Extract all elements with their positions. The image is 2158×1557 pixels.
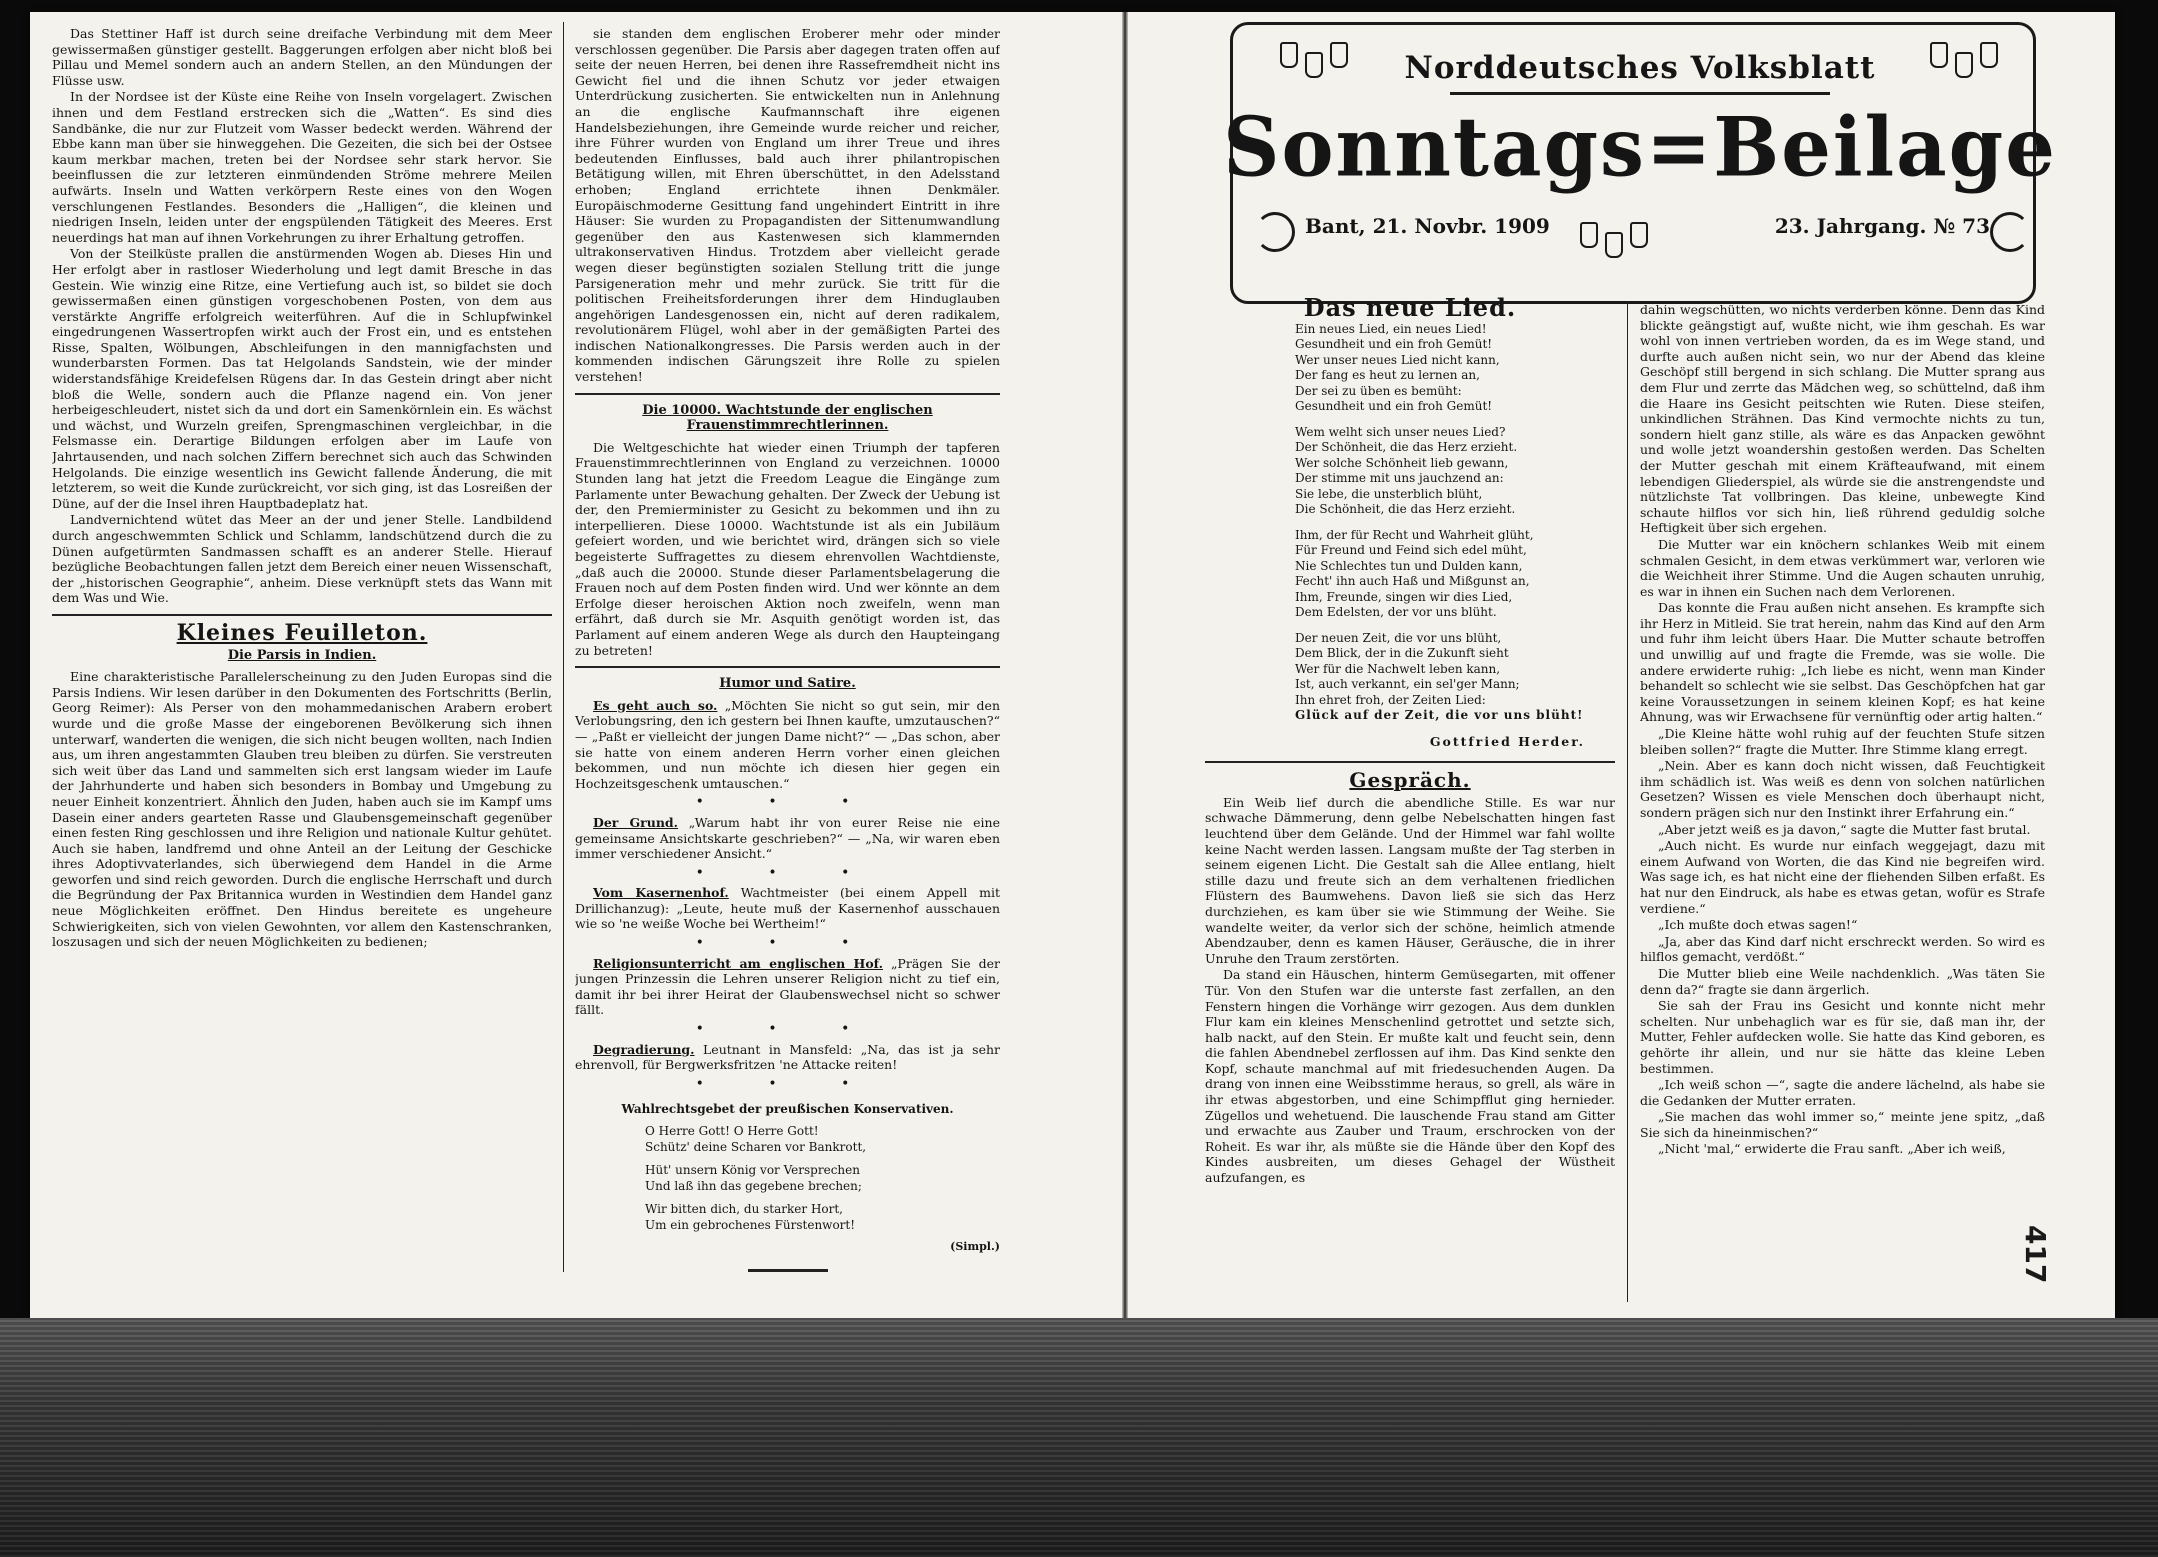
poem-line: Um ein gebrochenes Fürstenwort! (645, 1217, 856, 1232)
swirl-ornament-icon (1255, 212, 1295, 252)
poem-line: Hüt' unsern König vor Versprechen (645, 1163, 860, 1177)
feuilleton-title: Kleines Feuilleton. (176, 619, 428, 646)
poem-line: Ein neues Lied, ein neues Lied! (1295, 321, 1487, 336)
paragraph: Die Mutter war ein knöchern schlankes Weib mit einem schmalen Gesicht, in dem etwas verkümmert war, verloren wie die Weichheit ihrer Stimme. Und die Augen schauten unruhig, es war in ihnen ein Suchen nach dem Verlorenen. (1640, 536, 2045, 599)
poem-line: Dem Edelsten, der vor uns blüht. (1295, 605, 1497, 620)
gebet-source: (Simpl.) (950, 1240, 1000, 1253)
paragraph: Von der Steilküste prallen die anstürmenden Wogen ab. Dieses Hin und Her erfolgt aber in rastloser Wiederholung und legt damit Bresche in das Gestein. Wie winzig eine Ritze, eine Vertiefung auch ist, so bildet sie doch gewissermaßen einen günstigen vorgeschobenen Posten, von dem aus verstärkte Angriffe erfolgreich weiterführen. Auf die in Schlupfwinkel eingedrungenen Wassertropfen wirkt auch der Frost ein, und es entstehen Risse, Spalten, Wölbungen, Abschleifungen in den mannigfachsten und wunderbarsten Formen. Das tat Helgolands Sandstein, wie der minder widerstandsfähige Kreidefelsen Rügens dar. In das Gestein dringt aber nicht bloß die Welle, sondern auch die Pflanze nagend ein. Von jener herbeigeschleudert, nistet sich da und dort ein Samenkörnlein ein. Es wächst und wächst, und Wurzeln greifen, Sprengmaschinen vergleichbar, in die Felsmasse ein. Derartige Bildungen erfolgen aber im Laufe von Jahrtausenden, und nach solchen Ziffern berechnet sich auch das Schwinden Helgolands. Die einzige wesentlich ins Gewicht fallende Änderung, die mit letzterem, so weit die Kunde zurückreicht, vor sich ging, ist das Losreißen der Düne, auf der die Insel ihren Hauptbadeplatz hat. (52, 246, 552, 511)
poem-line: Nie Schlechtes tun und Dulden kann, (1295, 558, 1523, 573)
humor-head: Der Grund. (593, 814, 679, 830)
stanza (1295, 322, 1615, 415)
paragraph: „Ich weiß schon —“, sagte die andere lächelnd, als habe sie die Gedanken der Mutter erraten. (1640, 1077, 2045, 1108)
column-1 (52, 26, 552, 1316)
stanza (1295, 528, 1615, 621)
paragraph: „Ich mußte doch etwas sagen!“ (1658, 917, 1858, 933)
paragraph: „Nein. Aber es kann doch nicht wissen, daß Feuchtigkeit ihm schädlich ist. Was weiß es denn von solchen natürlichen Gesetzen? Wissen es viele Menschen doch überhaupt nicht, sondern prägen sich nur den Instinkt ihrer Erfahrung ein.“ (1640, 758, 2045, 820)
lantern-ornament-icon (1580, 222, 1598, 248)
column-4 (1640, 302, 2045, 1320)
dot-separator: • • • (695, 935, 880, 952)
paragraph: Sie sah der Frau ins Gesicht und konnte nicht mehr schelten. Nur unbehaglich war es für sie, daß man ihr, der Mutter, Fehler aufdecken wolle. Sie hatte das Kind geboren, es gehörte ihr allein, und nur sie hätte das kleine Leben bestimmen. (1640, 998, 2045, 1076)
paragraph: Das Stettiner Haff ist durch seine dreifache Verbindung mit dem Meer gewissermaßen günstiger gestellt. Baggerungen erfolgen aber nicht bloß bei Pillau und Memel sondern auch an andern Stellen, an den Mündungen der Flüsse usw. (52, 26, 552, 88)
poem-line: Die Schönheit, die das Herz erzieht. (1295, 502, 1516, 517)
poem-line: O Herre Gott! O Herre Gott! (645, 1124, 819, 1138)
poem-line: Sie lebe, die unsterblich blüht, (1295, 486, 1483, 501)
poem-line: Und laß ihn das gegebene brechen; (645, 1178, 862, 1193)
poem-line: Der sei zu üben es bemüht: (1295, 383, 1462, 398)
section-divider (1205, 761, 1615, 763)
lied-title: Das neue Lied. (1303, 293, 1517, 322)
dot-separator: • • • (695, 1075, 880, 1092)
page-number: 417 (2019, 1225, 2052, 1284)
section-divider (575, 393, 1000, 395)
section-divider (52, 614, 552, 616)
humor-head: Es geht auch so. (593, 697, 718, 713)
swirl-ornament-icon (1990, 212, 2030, 252)
humor-item (575, 1042, 1000, 1073)
dot-separator: • • • (695, 864, 880, 881)
poem-line: Der neuen Zeit, die vor uns blüht, (1295, 630, 1502, 645)
poem-line: Ihm, der für Recht und Wahrheit glüht, (1295, 527, 1534, 542)
paragraph: sie standen dem englischen Eroberer mehr oder minder verschlossen gegenüber. Die Parsis aber dagegen traten offen auf seite der neuen Herren, bei denen ihre Rassefremdheit nicht ins Gewicht fiel und die ihnen Schutz vor jeder etwaigen Unterdrückung zusicherten. Sie entwickelten nun in Anlehnung an die englische Kaufmannschaft ihre eigenen Handelsbeziehungen, ihre Gemeinde wurde reicher und reicher, ihre Führer wurden von England um ihrer Treue und ihres bedeutenden Einflusses, bald auch ihrer philantropischen Betätigung willen, mit Ehren überschüttet, in den Adelsstand erhoben; England errichtete ihnen Denkmäler. Europäischmoderne Gesittung fand ungehindert Eintritt in ihre Häuser: Sie wurden zu Propagandisten der Sittenumwandlung gegenüber den aus Kastenwesen sich klammernden ultrakonservativen Hindus. Trotzdem aber vielleicht gerade wegen dieser begünstigten sozialen Stellung tritt die junge Parsigeneration mehr und mehr zurück. Sie tritt für die politischen Freiheitsforderungen ihrer dem Hinduglauben angehörigen Landesgenossen ein, nicht auf deren radikalem, revolutionärem Flügel, wohl aber in der gemäßigten Partei des indischen Nationalkongresses. Die Parsis werden auch in der kommenden indischen Gärungszeit ihre Rolle zu spielen verstehen! (575, 26, 1000, 385)
column-2 (575, 26, 1000, 1316)
column-3 (1205, 290, 1615, 1320)
masthead-title: Sonntags=Beilage (1223, 99, 2057, 196)
gespraech-title: Gespräch. (1349, 768, 1471, 793)
poem-line: Der Schönheit, die das Herz erzieht. (1295, 440, 1518, 455)
humor-text: Leutnant in Mansfeld: „Na, das ist ja sehr ehrenvoll, für Bergwerksfritzen 'ne Attacke reiten! (575, 1041, 1000, 1073)
poem-line: Der fang es heut zu lernen an, (1295, 368, 1480, 383)
column-rule (1627, 302, 1628, 1302)
humor-head: Religionsunterricht am englischen Hof. (593, 955, 883, 971)
dot-separator: • • • (695, 1021, 880, 1038)
paper-name: Norddeutsches Volksblatt (1404, 50, 1876, 86)
poem-line: Glück auf der Zeit, die vor uns blüht! (1295, 708, 1584, 723)
gebet-poem (645, 1124, 1000, 1233)
issue-date: Bant, 21. Novbr. 1909 (1305, 214, 1550, 238)
poem-line: Wir bitten dich, du starker Hort, (645, 1202, 843, 1216)
paragraph: „Aber jetzt weiß es ja davon,“ sagte die Mutter fast brutal. (1658, 821, 2031, 837)
humor-item (575, 698, 1000, 792)
humor-item (575, 956, 1000, 1018)
gebet-title: Wahlrechtsgebet der preußischen Konservativen. (621, 1102, 954, 1117)
paragraph: In der Nordsee ist der Küste eine Reihe von Inseln vorgelagert. Zwischen ihnen und dem Festland erstrecken sich die „Watten“. Es sind dies Sandbänke, die nur zur Flutzeit vom Wasser bedeckt werden. Während der Ebbe kann man über sie hinweggehen. Die Gezeiten, die sich bei der Ostsee kaum merkbar machen, treten bei der Nordsee sehr stark hervor. Sie beeinflussen die zur letzteren einmündenden Ströme mehrere Meilen aufwärts. Inseln und Watten verkörpern Reste eines von den Wogen verschlungenen Festlandes. Besonders die „Halligen“, die kleinen und niedrigen Inseln, leiden unter der engspülenden Tätigkeit des Meeres. Erst neuerdings hat man auf ihnen Vorkehrungen zu ihrer Erhaltung getroffen. (52, 89, 552, 245)
stanza (1295, 631, 1615, 724)
wacht-title: Die 10000. Wachtstunde der englischen Frauenstimmrechtlerinnen. (642, 402, 933, 434)
dot-separator: • • • (695, 794, 880, 811)
poem-line: Fecht' ihn auch Haß und Mißgunst an, (1295, 574, 1530, 589)
end-rule (748, 1269, 828, 1272)
newspaper-page (30, 12, 2115, 1330)
page-fold (1122, 12, 1128, 1330)
poem-line: Wer solche Schönheit lieb gewann, (1295, 455, 1509, 470)
paragraph: dahin wegschütten, wo nichts verderben könne. Denn das Kind blickte geängstigt auf, wußte nicht, wie ihm geschah. Es war wohl von innen vertrieben worden, da es im Wege stand, und durfte auch außen nicht sein, wo nur der Abend das kleine Geschöpf still bergend in sich schlang. Die Mutter sprang aus dem Flur und zerrte das Mädchen weg, so schüttelnd, daß ihm die Haare ins Gesicht peitschten wie Ruten. Diese steifen, unkindlichen Strähnen. Das Kind vermochte nichts zu tun, sondern hielt ganz stille, als wäre es das Anpacken gewöhnt und wolle jetzt woandershin gestoßen werden. Das Schelten der Mutter geschah mit einem Kräfteaufwand, mit einem lebendigen Gliederspiel, als würde sie die anstrengendste und nützlichste Tat vollbringen. Das kleine, unbewegte Kind schaute hilflos vor sich hin, ließ rührend geduldig solche Heftigkeit über sich ergehen. (1640, 302, 2045, 536)
poem-line: Dem Blick, der in die Zukunft sieht (1295, 646, 1509, 661)
paragraph: „Sie machen das wohl immer so,“ meinte jene spitz, „daß Sie sich da hineinmischen?“ (1640, 1109, 2045, 1140)
paragraph: Die Weltgeschichte hat wieder einen Triumph der tapferen Frauenstimmrechtlerinnen von England zu verzeichnen. 10000 Stunden lang hat jetzt die Freedom League die Eingänge zum Parlamente unter Bewachung gehalten. Der Zweck der Uebung ist der, den Premierminister zu Gesicht zu bekommen und ihn zu interpellieren. Diese 10000. Wachtstunde ist als ein Jubiläum gefeiert worden, und wie berichtet wird, drängen sich so viele begeisterte Suffragettes zu diesem ehrenvollen Wachtdienste, „daß auch die 20000. Stunde dieser Parlamentsbelagerung die Frauen noch auf dem Posten finden wird. Und wer könnte an dem Erfolge dieser heroischen Aktion noch zweifeln, wenn man erfährt, daß durch sie Mr. Asquith genötigt worden ist, das Parlament auf einem anderen Wege als durch den Haupteingang zu betreten! (575, 439, 1000, 658)
poem-line: Ist, auch verkannt, ein sel'ger Mann; (1295, 677, 1520, 692)
poem-line: Der stimme mit uns jauchzend an: (1295, 471, 1504, 486)
humor-title: Humor und Satire. (719, 676, 856, 692)
humor-item (575, 815, 1000, 862)
paragraph: „Ja, aber das Kind darf nicht erschreckt werden. So wird es hilflos gemacht, verdößt.“ (1640, 933, 2045, 965)
humor-text: „Warum habt ihr von eurer Reise nie eine gemeinsame Ansichtskarte geschrieben?“ — „Na, wir waren eben immer verschiedener Ansicht.“ (575, 814, 1000, 862)
poem-line: Ihn ehret froh, der Zeiten Lied: (1295, 692, 1486, 707)
paragraph: Eine charakteristische Parallelerscheinung zu den Juden Europas sind die Parsis Indiens. Wir lesen darüber in den Dokumenten des Fortschritts (Berlin, Georg Reimer): Als Perser von den mohammedanischen Arabern erobert wurde und die große Masse der eingeborenen Bevölkerung sich ihnen unterwarf, wanderten die wenigen, die sich nicht beugen wollten, nach Indien aus, um ihren angestammten Glauben treu bleiben zu dürfen. Sie verstreuten sich weit über das Land und sammelten sich erst langsam wieder im Laufe der Jahrhunderte und haben sich besonders in Bombay und Umgebung zu neuer Einheit konzentriert. Ähnlich den Juden, haben auch sie im Kampf ums Dasein einer anders gearteten Rasse und Glaubensgemeinschaft gegenüber einen festen Ring geschlossen und ihre Religion und nationale Kultur gehütet. Auch sie haben, landfremd und ohne Anteil an der Leitung der Geschicke ihres Adoptivvaterlandes, sich überwiegend dem Handel in die Arme geworfen und sind reich geworden. Durch die englische Herrschaft und durch die Begründung der Pax Britannica wurden in Westindien dem Handel ganz neue Möglichkeiten eröffnet. Den Hindus bereitete es ungeheure Schwierigkeiten, sich von vielen Gewohnten, vor allem den Kastenschranken, loszusagen und sich der neuen Möglichkeiten zu bedienen; (52, 669, 552, 950)
poem-line: Gesundheit und ein froh Gemüt! (1295, 337, 1493, 352)
lantern-ornament-icon (1630, 222, 1648, 248)
humor-text: Wachtmeister (bei einem Appell mit Drillichanzug): „Leute, heute muß der Kasernenhof ausschauen wie so 'ne weiße Woche bei Wertheim!“ (575, 885, 1000, 932)
paragraph: „Die Kleine hätte wohl ruhig auf der feuchten Stufe sitzen bleiben sollen?“ fragte die Mutter. Ihre Stimme klang erregt. (1640, 726, 2045, 757)
paragraph: Da stand ein Häuschen, hinterm Gemüsegarten, mit offener Tür. Von den Stufen war die unterste fast zerfallen, an den Fenstern hingen die Vorhänge wirr gezogen. Aus dem dunklen Flur kam ein kleines Menschenlind getrottet und setzte sich, halb nackt, auf den Stein. Er mußte kalt und feucht sein, denn die fahlen Abendnebel zerflossen auf ihm. Das Kind senkte den Kopf, schaute manchmal auf mit friedesuchenden Augen. Da drang von innen eine Weibsstimme heraus, so grell, als wäre in ihr etwas abgestorben, und eine Schimpfflut ging hernieder. Zügellos und wehetuend. Die lauschende Frau stand am Gitter und erwachte aus Zauber und Traum, erschrocken von der Roheit. Es war ihr, als müßte sie die Hände über den Kopf des Kindes ausbreiten, um dieses Gehagel der Wüstheit aufzufangen, es (1205, 967, 1615, 1186)
lied-author: Gottfried Herder. (1429, 733, 1585, 749)
parsis-title: Die Parsis in Indien. (227, 647, 377, 663)
column-rule (563, 22, 564, 1272)
poem-line: Wem welht sich unser neues Lied? (1295, 424, 1506, 439)
humor-item (575, 885, 1000, 932)
lied-poem (1295, 322, 1615, 724)
lantern-ornament-icon (1605, 232, 1623, 258)
poem-line: Wer für die Nachwelt leben kann, (1295, 661, 1501, 676)
poem-line: Wer unser neues Lied nicht kann, (1295, 352, 1500, 367)
masthead-rule (1450, 92, 1830, 95)
paragraph: „Auch nicht. Es wurde nur einfach weggejagt, dazu mit einem Aufwand von Worten, die das Kind nie begreifen wird. Was sage ich, es hat nicht eine der fliehenden Silben erfaßt. Es hat nur den Eindruck, als habe es etwas getan, wofür es Strafe verdiene.“ (1640, 838, 2045, 916)
poem-line: Für Freund und Feind sich edel müht, (1295, 543, 1527, 558)
paragraph: Landvernichtend wütet das Meer an der und jener Stelle. Landbildend durch angeschwemmten Schlick und Schlamm, landschützend durch die zu Dünen aufgetürmten Sandmassen schafft es an anderer Stelle. Hierauf bezügliche Beobachtungen fallen jetzt dem Bereich einer neuen Wissenschaft, der „historischen Geographie“, anheim. Diese verknüpft stets das Wann mit dem Was und Wie. (52, 512, 552, 606)
masthead (1210, 22, 2070, 312)
stanza (1295, 425, 1615, 518)
humor-text: „Prägen Sie der jungen Prinzessin die Lehren unserer Religion nicht zu tief ein, damit ihr bei ihrer Heirat der Glaubenswechsel nicht so schwer fällt. (575, 955, 1000, 1018)
paragraph: Ein Weib lief durch die abendliche Stille. Es war nur schwache Dämmerung, denn gelbe Nebelschatten hingen fast leuchtend über dem Gelände. Und der Himmel war fahl wollte keine Nacht werden lassen. Langsam mußte der Tag sterben in seinem eigenen Licht. Die Gestalt sah die Allee entlang, hielt stille dazu und freute sich an dem verhaltenen friedlichen Flüstern des Baumwehens. Davon ließ sie sich das Herz durchziehen, es kam über sie wie Stimmung der Weihe. Sie wandelte weiter, da verlor sich der schöne, heimlich atmende Abendzauber, denn es kamen Häuser, Geräusche, die in ihrer Unruhe den Traum zerstörten. (1205, 794, 1615, 966)
humor-head: Degradierung. (593, 1041, 695, 1057)
section-divider (575, 666, 1000, 668)
paragraph: Die Mutter blieb eine Weile nachdenklich. „Was täten Sie denn da?“ fragte sie dann ärgerlich. (1640, 965, 2045, 997)
humor-text: „Möchten Sie nicht so gut sein, mir den Verlobungsring, den ich gestern bei Ihnen kaufte, umzutauschen?“ — „Paßt er vielleicht der jungen Dame nicht?“ — „Das schon, aber sie hatte von einem anderen Herrn vorher einen gleichen bekommen, und nun möchte ich diesen hier gegen ein Hochzeitsgeschenk umtauschen.“ (575, 697, 1000, 791)
humor-head: Vom Kasernenhof. (593, 885, 729, 901)
scan-background (0, 1318, 2158, 1557)
poem-line: Schütz' deine Scharen vor Bankrott, (645, 1139, 867, 1154)
paragraph: „Nicht 'mal,“ erwiderte die Frau sanft. „Aber ich weiß, (1658, 1141, 2006, 1157)
poem-line: Ihm, Freunde, singen wir dies Lied, (1295, 589, 1513, 604)
poem-line: Gesundheit und ein froh Gemüt! (1295, 399, 1493, 414)
paragraph: Das konnte die Frau außen nicht ansehen. Es krampfte sich ihr Herz in Mitleid. Sie trat herein, nahm das Kind auf den Arm und fuhr ihm leicht übers Haar. Die Mutter schaute betroffen und unwillig auf und fragte die Fremde, was sie wolle. Die andere erwiderte ruhig: „Ich liebe es nicht, wenn man Kinder behandelt so schlecht wie sie selbst. Das Geschöpfchen hat gar keine Voraussetzungen in seinem kleinen Kopf; es hat keine Ahnung, was wir Erwachsene für vernünftig oder artig halten.“ (1640, 600, 2045, 725)
issue-number: 23. Jahrgang. № 73 (1774, 214, 1990, 238)
